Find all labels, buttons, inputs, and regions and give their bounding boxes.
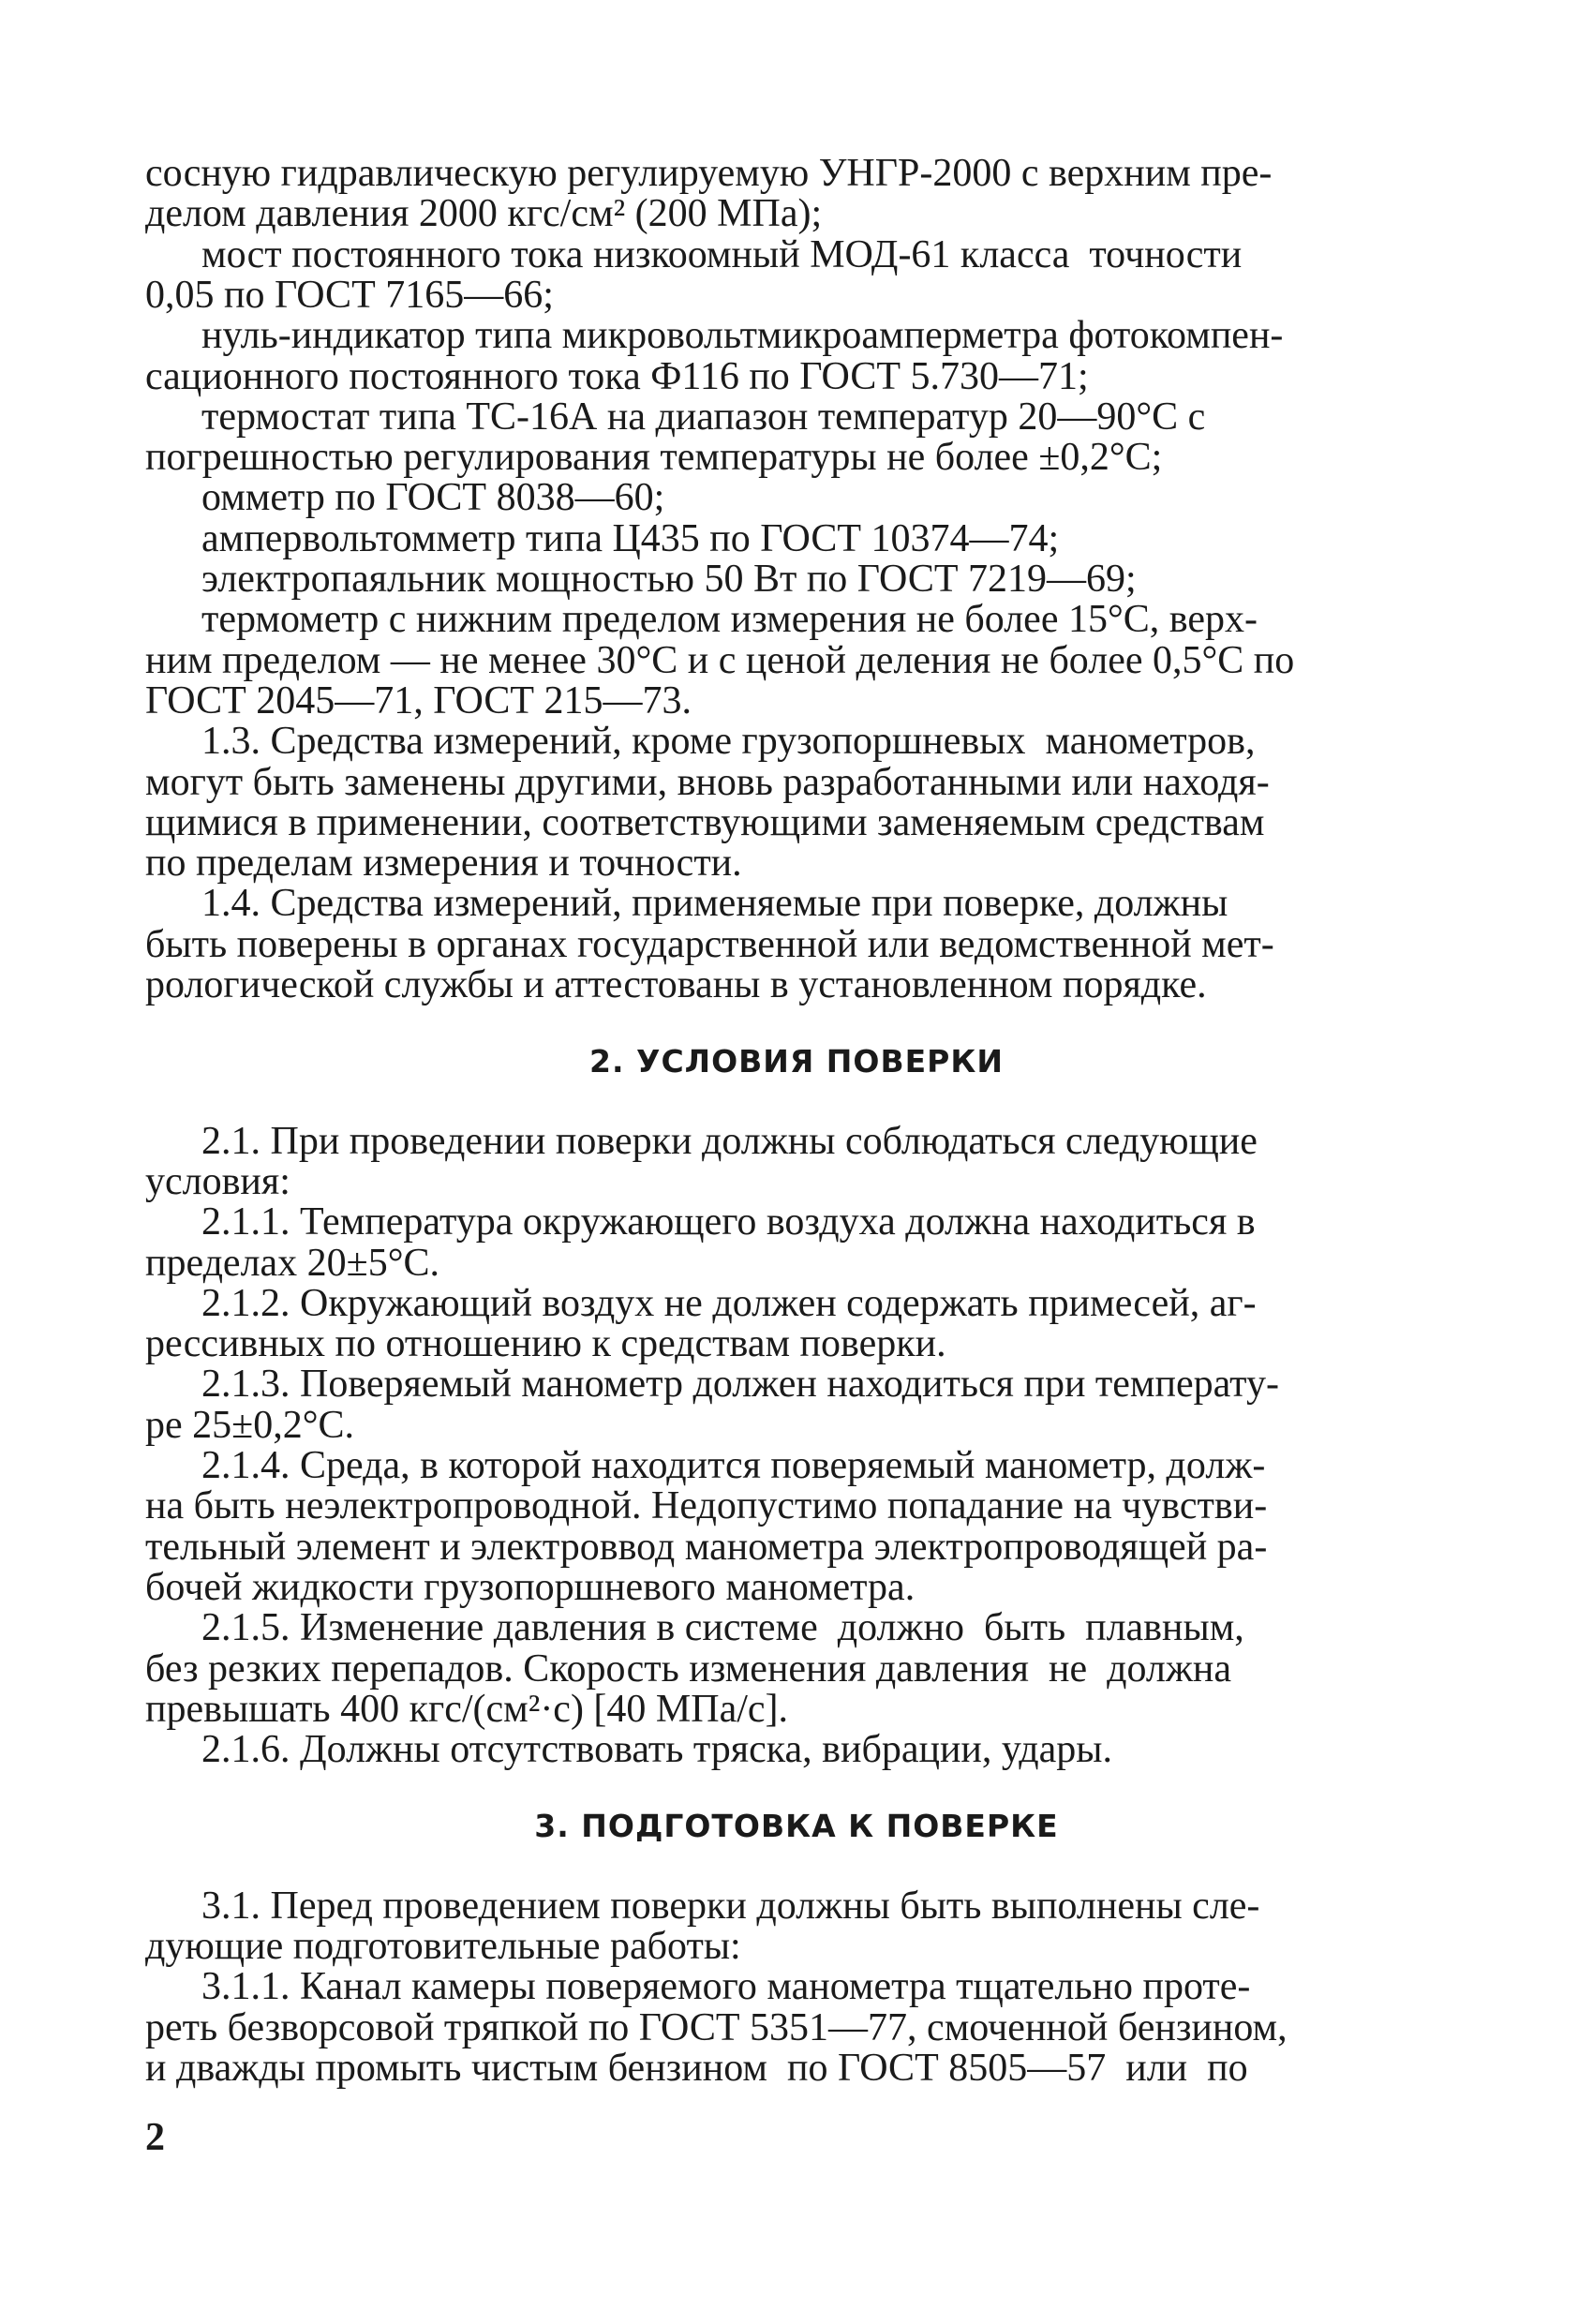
text-line: ампервольтомметр типа Ц435 по ГОСТ 10374—74;	[201, 516, 1060, 560]
text-line: термостат типа ТС-16А на диапазон температур 20—90°С с	[201, 395, 1206, 439]
text-line: 1.3. Средства измерений, кроме грузопоршневых манометров,	[201, 720, 1256, 764]
text-line: ре 25±0,2°С.	[145, 1403, 355, 1447]
page-number: 2	[145, 2116, 165, 2159]
text-line: и дважды промыть чистым бензином по ГОСТ 8505—57 или по	[145, 2047, 1248, 2090]
text-line: ГОСТ 2045—71, ГОСТ 215—73.	[145, 678, 692, 723]
text-line: дующие подготовительные работы:	[145, 1925, 741, 1969]
text-line: 3.1.1. Канал камеры поверяемого манометра тщательно проте-	[201, 1965, 1251, 2009]
text-line: 2.1.1. Температура окружающего воздуха должна находиться в	[201, 1200, 1256, 1244]
text-line: по пределам измерения и точности.	[145, 842, 742, 886]
text-line: ним пределом — не менее 30°С и с ценой деления не более 0,5°С по	[145, 638, 1295, 682]
text-line: сосную гидравлическую регулируемую УНГР-2000 с верхним пре-	[145, 152, 1273, 195]
text-line: термометр с нижним пределом измерения не более 15°С, верх-	[201, 598, 1258, 642]
text-line: превышать 400 кгс/(см²·с) [40 МПа/с].	[145, 1687, 789, 1731]
text-line: 2.1.4. Среда, в которой находится поверяемый манометр, долж-	[201, 1444, 1266, 1488]
text-line: 2.1. При проведении поверки должны соблюдаться следующие	[201, 1119, 1258, 1163]
text-line: 0,05 по ГОСТ 7165—66;	[145, 273, 554, 317]
section-heading: 3. ПОДГОТОВКА К ПОВЕРКЕ	[534, 1808, 1059, 1845]
text-line: щимися в применении, соответствующими заменяемым средствам	[145, 800, 1265, 844]
text-line: делом давления 2000 кгс/см² (200 МПа);	[145, 192, 823, 236]
text-line: сационного постоянного тока Ф116 по ГОСТ 5.730—71;	[145, 354, 1089, 398]
text-line: 3.1. Перед проведением поверки должны быть выполнены сле-	[201, 1884, 1260, 1928]
text-line: условия:	[145, 1159, 290, 1203]
text-line: тельный элемент и электроввод манометра электропроводящей ра-	[145, 1525, 1268, 1569]
text-line: 2.1.2. Окружающий воздух не должен содержать примесей, аг-	[201, 1281, 1257, 1325]
text-line: рологической службы и аттестованы в установленном порядке.	[145, 963, 1207, 1007]
text-line: реть безворсовой тряпкой по ГОСТ 5351—77, смоченной бензином,	[145, 2005, 1288, 2049]
text-line: погрешностью регулирования температуры не более ±0,2°С;	[145, 436, 1163, 480]
text-line: могут быть заменены другими, вновь разработанными или находя-	[145, 760, 1270, 804]
text-line: нуль-индикатор типа микровольтмикроамперметра фотокомпен-	[201, 314, 1284, 358]
text-line: 1.4. Средства измерений, применяемые при поверке, должны	[201, 882, 1228, 926]
text-line: 2.1.3. Поверяемый манометр должен находиться при температу-	[201, 1363, 1279, 1407]
text-line: омметр по ГОСТ 8038—60;	[201, 476, 665, 520]
text-line: пределах 20±5°С.	[145, 1241, 440, 1285]
text-line: бочей жидкости грузопоршневого манометра.	[145, 1565, 916, 1609]
text-line: мост постоянного тока низкоомный МОД-61 класса точности	[201, 232, 1243, 276]
section-heading: 2. УСЛОВИЯ ПОВЕРКИ	[589, 1043, 1004, 1080]
text-line: на быть неэлектропроводной. Недопустимо попадание на чувстви-	[145, 1484, 1268, 1528]
text-line: без резких перепадов. Скорость изменения давления не должна	[145, 1646, 1232, 1691]
text-line: 2.1.5. Изменение давления в системе должно быть плавным,	[201, 1606, 1244, 1650]
text-line: рессивных по отношению к средствам поверки.	[145, 1322, 946, 1366]
text-line: быть поверены в органах государственной или ведомственной мет-	[145, 922, 1274, 966]
text-line: электропаяльник мощностью 50 Вт по ГОСТ 7219—69;	[201, 558, 1137, 602]
text-line: 2.1.6. Должны отсутствовать тряска, вибрации, удары.	[201, 1728, 1112, 1772]
